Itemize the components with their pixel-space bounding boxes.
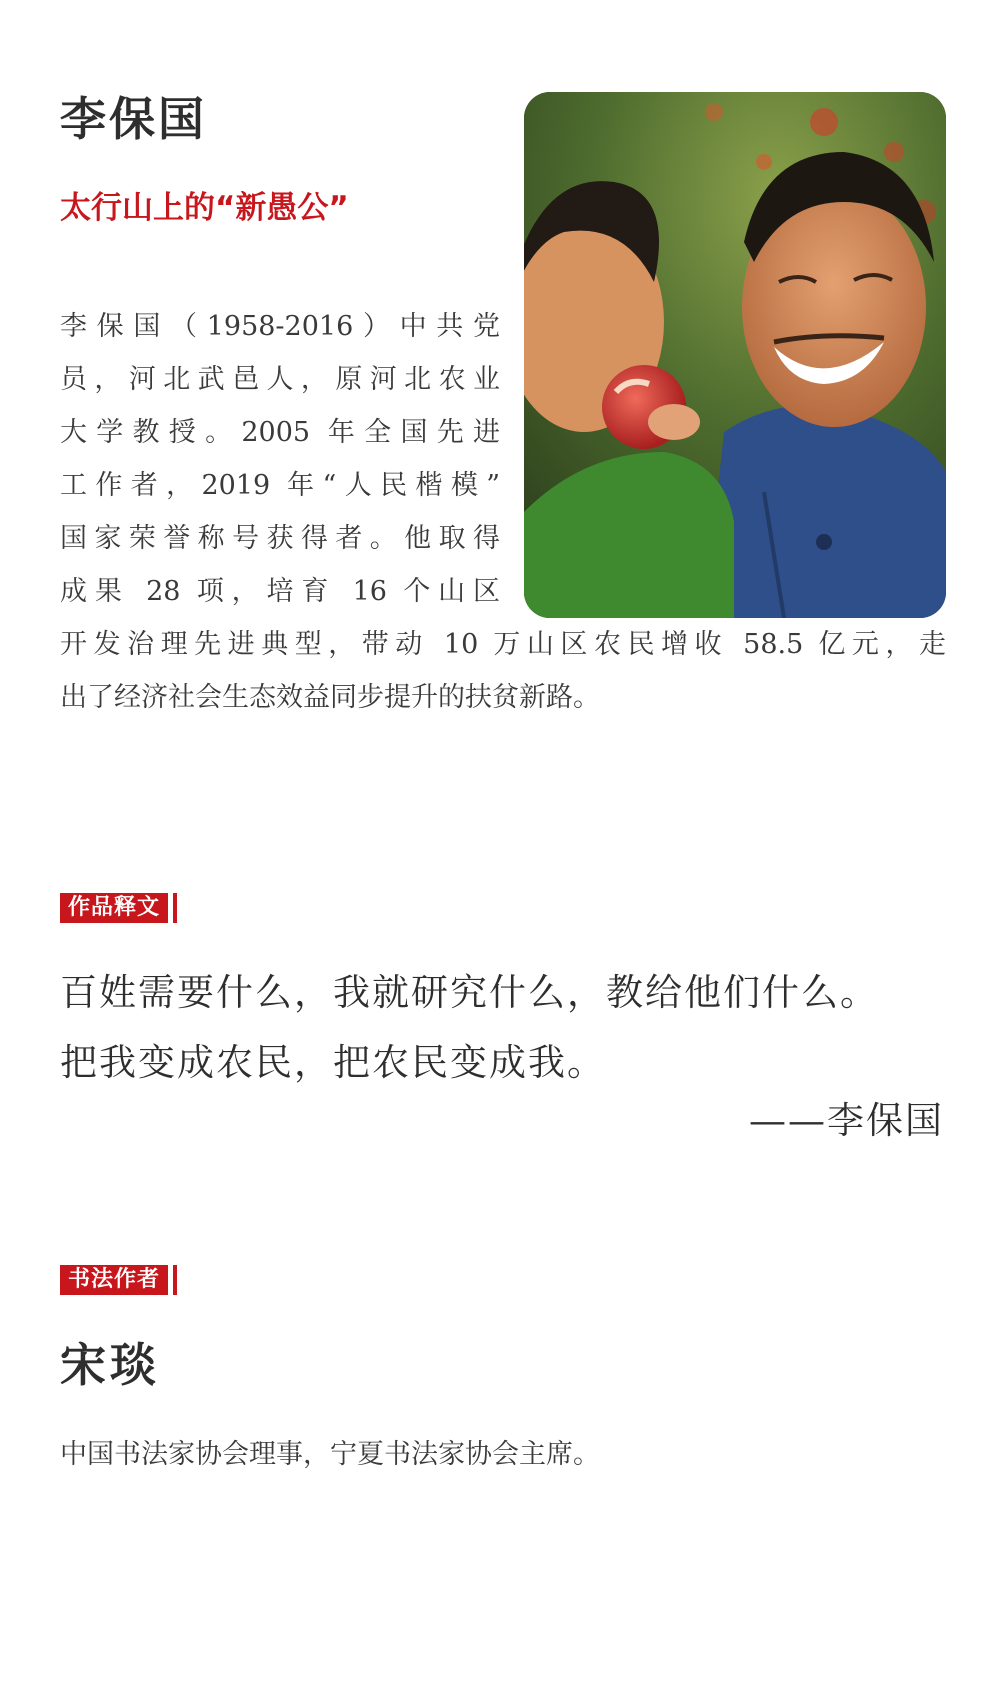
quote-line: 百姓需要什么，我就研究什么，教给他们什么。	[60, 971, 879, 1014]
bio-line: 李保国（1958-2016）中共党	[60, 311, 500, 342]
profile-subtitle: 太行山上的“新愚公”	[60, 190, 349, 226]
bio-line: 出了经济社会生态效益同步提升的扶贫新路。	[60, 682, 600, 713]
bio-line: 工作者，2019 年“人民楷模”	[60, 470, 500, 501]
tag-divider	[173, 893, 177, 923]
calligrapher-label: 书法作者	[60, 1265, 168, 1295]
bio-line: 国家荣誉称号获得者。他取得	[60, 523, 500, 554]
work-quote	[60, 958, 950, 1098]
work-label: 作品释文	[60, 893, 168, 923]
work-label-tag	[60, 893, 177, 923]
tag-divider	[173, 1265, 177, 1295]
calligrapher-name: 宋琰	[60, 1338, 160, 1392]
profile-name: 李保国	[60, 92, 207, 146]
calligrapher-description: 中国书法家协会理事，宁夏书法家协会主席。	[60, 1439, 600, 1470]
bio-line: 大学教授。2005 年全国先进	[60, 417, 500, 448]
quote-attribution: ——李保国	[749, 1099, 944, 1142]
calligrapher-label-tag	[60, 1265, 177, 1295]
bio-line: 开发治理先进典型，带动 10 万山区农民增收 58.5 亿元，走	[60, 629, 946, 660]
profile-bio	[60, 300, 946, 724]
bio-line: 成果 28 项，培育 16 个山区	[60, 576, 500, 607]
quote-line: 把我变成农民，把农民变成我。	[60, 1041, 606, 1084]
bio-line: 员，河北武邑人，原河北农业	[60, 364, 500, 395]
